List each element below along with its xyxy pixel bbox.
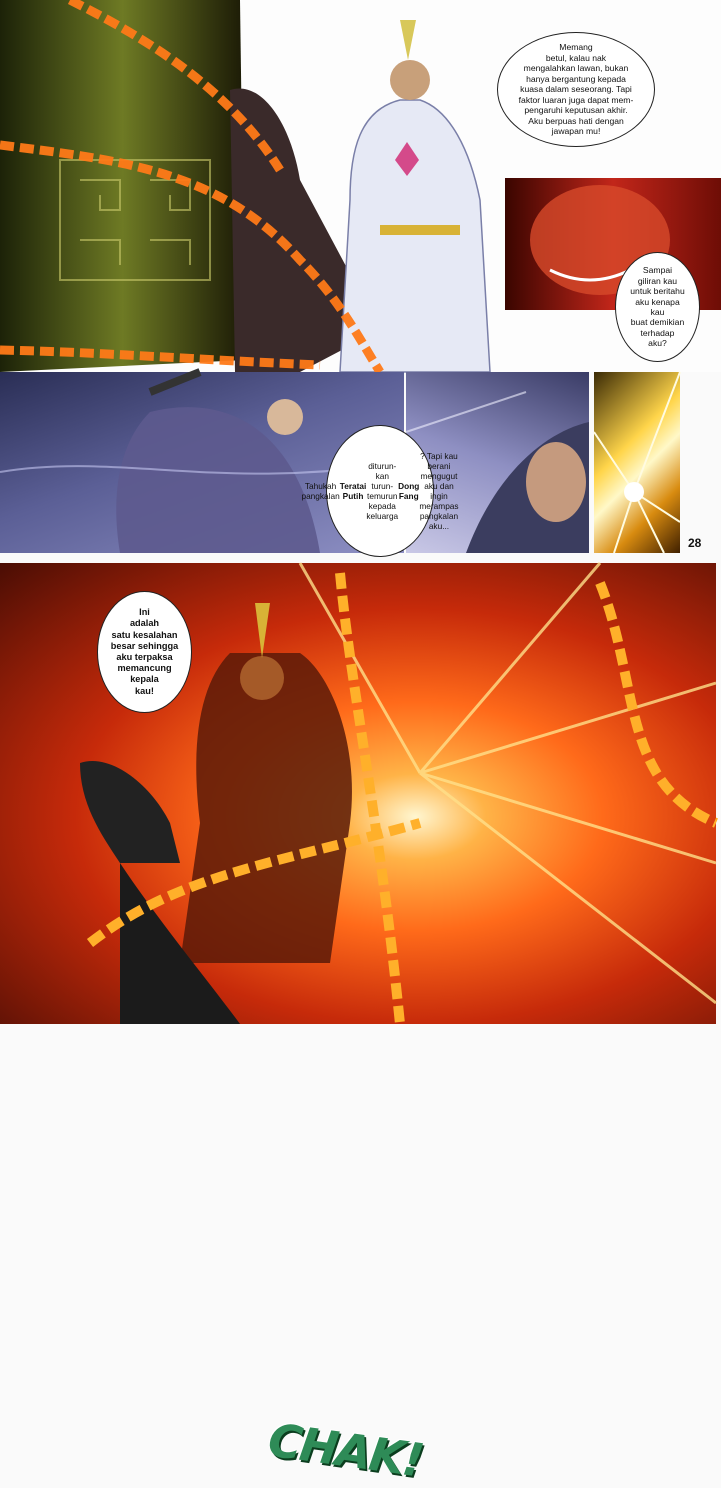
light-burst	[594, 372, 680, 553]
bronze-bell	[0, 0, 245, 372]
panel-middle-right	[594, 372, 680, 553]
speech-bubble-4: Ini adalah satu kesalahan besar sehingga aku terpaksa memancung kepala kau!	[97, 591, 192, 713]
bubble-3-text-1: Tahukah pangkalan	[301, 480, 340, 501]
bubble-3-text-2: diturun- kan turun-temurun kepada keluarga	[366, 460, 399, 522]
bubble-3-text-3: ? Tapi kau berani mengugut aku dan ingin merampas pangkalan aku...	[419, 450, 459, 532]
speech-bubble-2: Sampai giliran kau untuk beritahu aku kenapa kau buat demikian terhadap aku?	[615, 252, 700, 362]
bubble-3-bold-1: Teratai Putih	[339, 480, 367, 501]
sound-effect-chak: CHAK!	[264, 1412, 426, 1488]
bubble-3-bold-2: Dong Fang	[398, 480, 420, 501]
page-number: 28	[688, 536, 702, 550]
white-robed-warrior	[340, 100, 490, 372]
speech-bubble-1: Memang betul, kalau nak mengalahkan lawan, bukan hanya bergantung kepada kuasa dalam seseorang. Tapi faktor luaran juga dapat mem- pengaruhi keputusan akhir. Aku berpuas hati dengan jawapan mu!	[497, 32, 655, 147]
black-claw	[80, 761, 180, 863]
panel-top	[0, 0, 721, 372]
speech-bubble-3	[301, 425, 459, 557]
